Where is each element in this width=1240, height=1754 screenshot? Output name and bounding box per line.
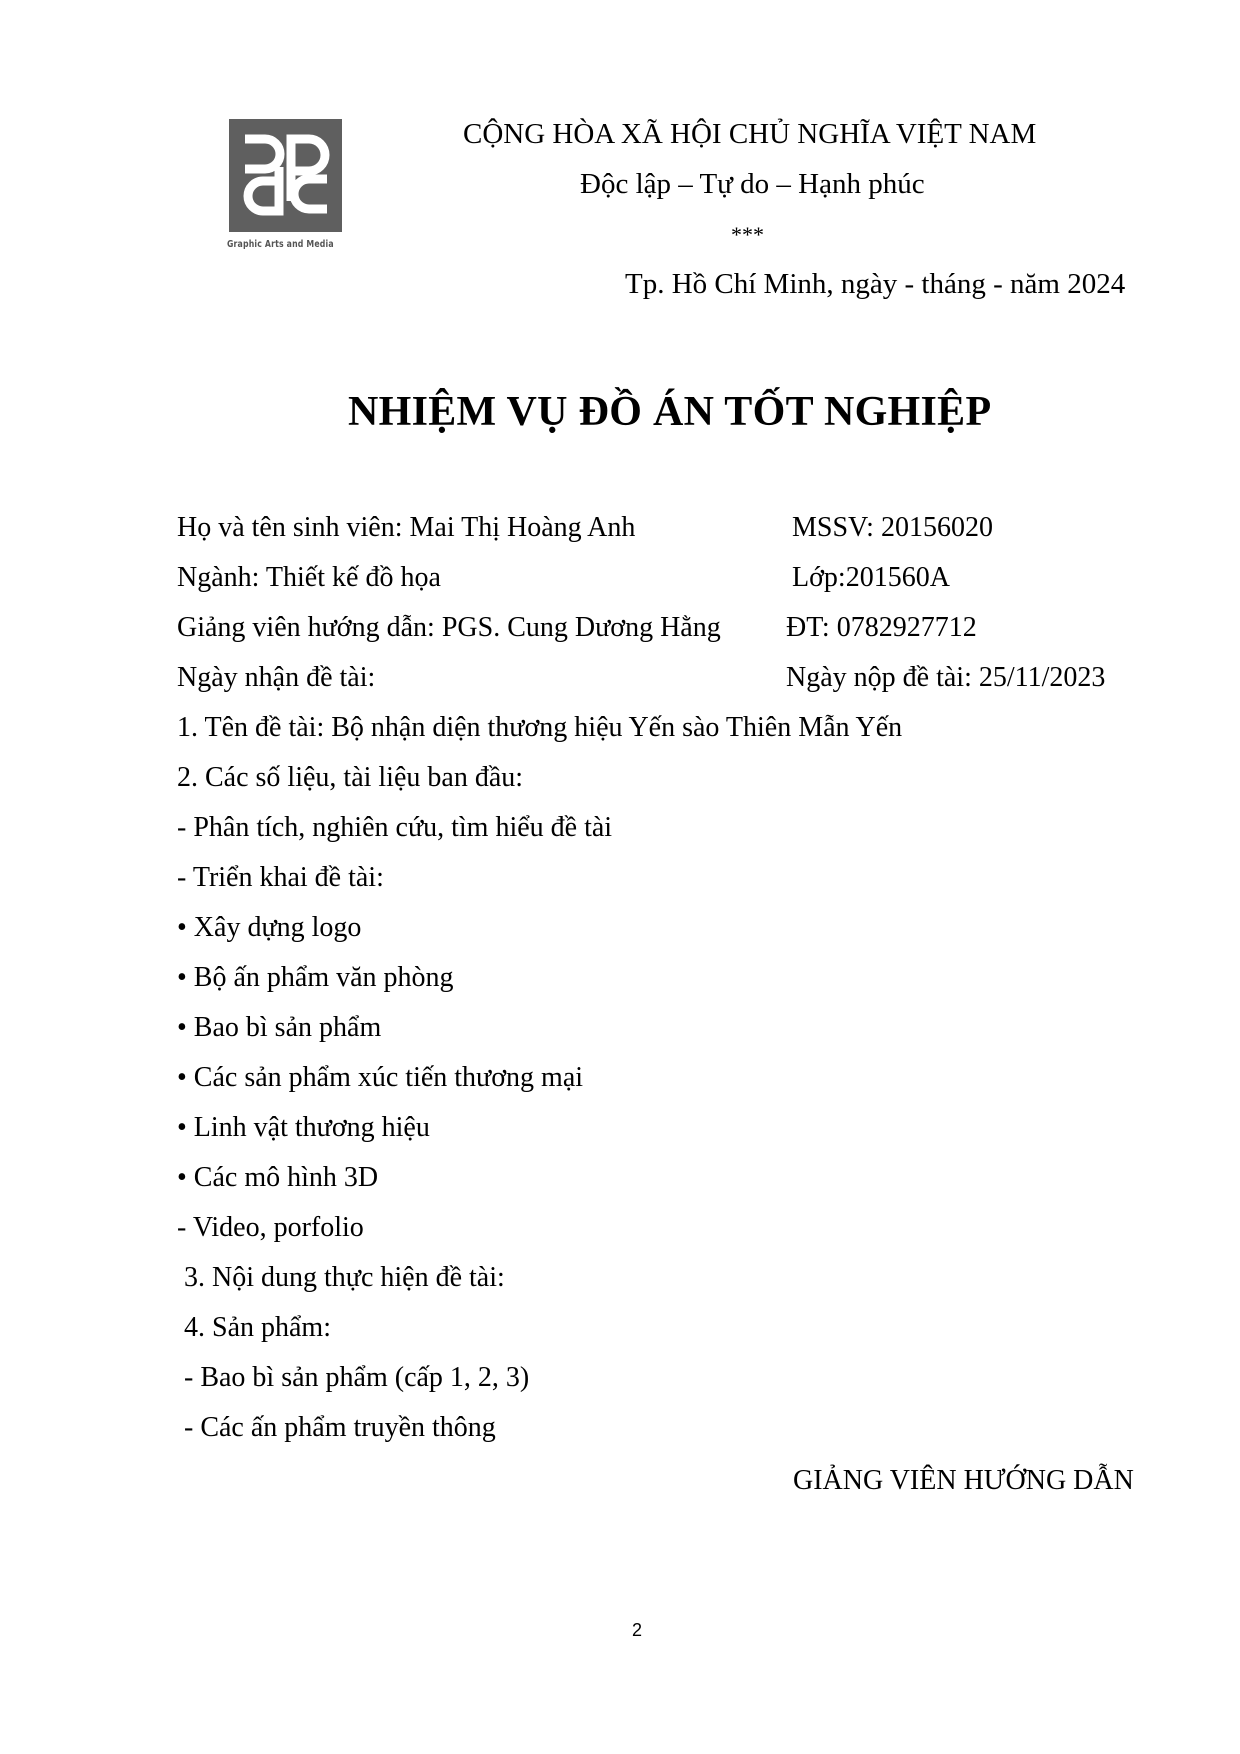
institution-logo (229, 119, 342, 232)
product-item: - Các ấn phẩm truyền thông (184, 1412, 496, 1443)
country-name: CỘNG HÒA XÃ HỘI CHỦ NGHĨA VIỆT NAM (463, 118, 1037, 150)
page-number: 2 (632, 1620, 643, 1640)
place-date: Tp. Hồ Chí Minh, ngày - tháng - năm 2024 (625, 268, 1126, 300)
bullet-item: • Bộ ấn phẩm văn phòng (177, 962, 454, 993)
advisor: Giảng viên hướng dẫn: PGS. Cung Dương Hằng (177, 612, 721, 643)
advisor-phone: ĐT: 0782927712 (786, 612, 977, 643)
separator: *** (731, 222, 764, 247)
logo-caption: Graphic Arts and Media (227, 239, 334, 250)
date-received: Ngày nhận đề tài: (177, 662, 376, 693)
section-4-heading: 4. Sản phẩm: (184, 1312, 331, 1343)
product-item: - Bao bì sản phẩm (cấp 1, 2, 3) (184, 1362, 530, 1393)
class: Lớp:201560A (792, 562, 950, 593)
major: Ngành: Thiết kế đồ họa (177, 562, 441, 593)
page-title: NHIỆM VỤ ĐỒ ÁN TỐT NGHIỆP (348, 389, 992, 435)
video-item: - Video, porfolio (177, 1212, 364, 1243)
bullet-item: • Các sản phẩm xúc tiến thương mại (177, 1062, 584, 1093)
national-motto: Độc lập – Tự do – Hạnh phúc (580, 168, 925, 200)
student-name: Họ và tên sinh viên: Mai Thị Hoàng Anh (177, 512, 636, 543)
advisor-signature-label: GIẢNG VIÊN HƯỚNG DẪN (793, 1465, 1134, 1496)
bullet-item: • Bao bì sản phẩm (177, 1012, 382, 1043)
student-id: MSSV: 20156020 (792, 512, 993, 543)
topic-title: 1. Tên đề tài: Bộ nhận diện thương hiệu Yến sào Thiên Mẫn Yến (177, 712, 903, 743)
section-3-heading: 3. Nội dung thực hiện đề tài: (184, 1262, 505, 1293)
bullet-item: • Xây dựng logo (177, 912, 362, 943)
analysis-item: - Phân tích, nghiên cứu, tìm hiểu đề tài (177, 812, 613, 843)
bullet-item: • Linh vật thương hiệu (177, 1112, 430, 1143)
initial-data-heading: 2. Các số liệu, tài liệu ban đầu: (177, 762, 524, 793)
date-submitted: Ngày nộp đề tài: 25/11/2023 (786, 662, 1106, 693)
implementation-item: - Triển khai đề tài: (177, 862, 384, 893)
bullet-item: • Các mô hình 3D (177, 1162, 379, 1193)
graphic-arts-and-media-logo-icon (229, 119, 342, 232)
